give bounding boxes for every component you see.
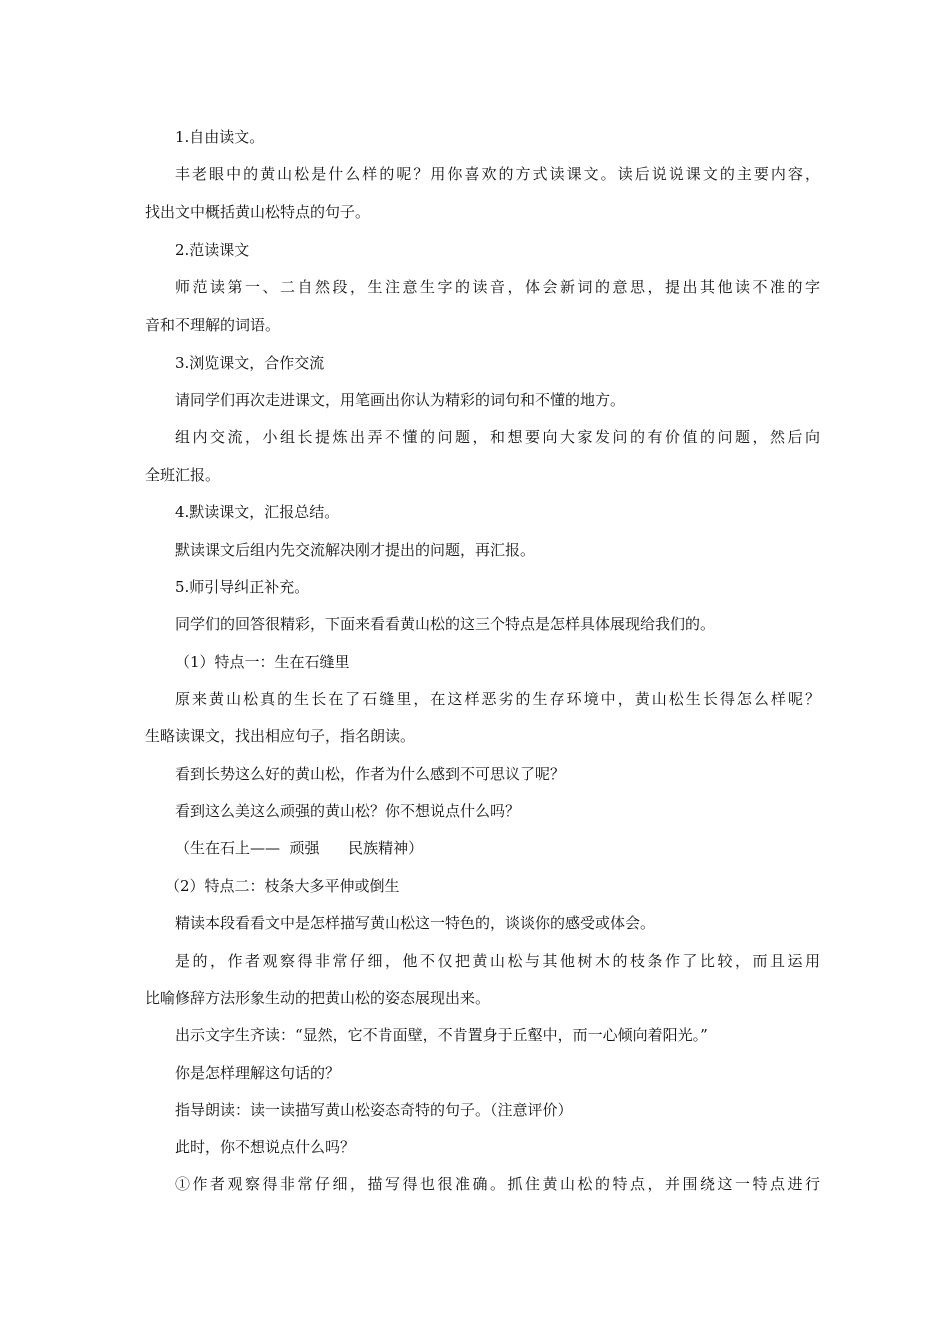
paragraph-line: 全班汇报。 xyxy=(145,466,221,484)
board-note: （生在石上—— 顽强 民族精神） xyxy=(175,839,424,857)
subheading-feature-two: （2）特点二：枝条大多平伸或倒生 xyxy=(165,877,400,895)
paragraph-line: 是的，作者观察得非常仔细，他不仅把黄山松与其他树木的枝条作了比较，而且运用 xyxy=(175,952,820,970)
heading-free-reading: 1.自由读文。 xyxy=(175,128,265,146)
heading-teacher-guide: 5.师引导纠正补充。 xyxy=(175,578,310,596)
paragraph-line: 指导朗读：读一读描写黄山松姿态奇特的句子。（注意评价） xyxy=(175,1101,573,1119)
paragraph-line: 看到这么美这么顽强的黄山松？你不想说点什么吗？ xyxy=(175,802,521,820)
paragraph-line: 看到长势这么好的黄山松，作者为什么感到不可思议了呢？ xyxy=(175,765,566,783)
paragraph-line: 精读本段看看文中是怎样描写黄山松这一特色的，谈谈你的感受或体会。 xyxy=(175,914,656,932)
paragraph-line: 比喻修辞方法形象生动的把黄山松的姿态展现出来。 xyxy=(145,989,491,1007)
paragraph-line: 默读课文后组内先交流解决刚才提出的问题，再汇报。 xyxy=(175,541,536,559)
heading-model-reading: 2.范读课文 xyxy=(175,241,250,259)
paragraph-line: 请同学们再次走进课文，用笔画出你认为精彩的词句和不懂的地方。 xyxy=(175,391,626,409)
paragraph-line: 组内交流，小组长提炼出弄不懂的问题，和想要向大家发问的有价值的问题，然后向 xyxy=(175,428,820,446)
paragraph-line: 同学们的回答很精彩，下面来看看黄山松的这三个特点是怎样具体展现给我们的。 xyxy=(175,615,716,633)
paragraph-line: 出示文字生齐读：“显然，它不肯面壁，不肯置身于丘壑中，而一心倾向着阳光。” xyxy=(175,1026,708,1044)
heading-silent-reading: 4.默读课文，汇报总结。 xyxy=(175,503,340,521)
subheading-feature-one: （1）特点一：生在石缝里 xyxy=(175,653,350,671)
paragraph-line: 音和不理解的词语。 xyxy=(145,316,281,334)
paragraph-line: 丰老眼中的黄山松是什么样的呢？用你喜欢的方式读课文。读后说说课文的主要内容， xyxy=(175,165,820,183)
paragraph-line: 找出文中概括黄山松特点的句子。 xyxy=(145,203,371,221)
heading-browse-text: 3.浏览课文，合作交流 xyxy=(175,354,325,372)
paragraph-line: ①作者观察得非常仔细，描写得也很准确。抓住黄山松的特点，并围绕这一特点进行 xyxy=(175,1175,820,1193)
paragraph-line: 师范读第一、二自然段，生注意生字的读音，体会新词的意思，提出其他读不准的字 xyxy=(175,278,820,296)
paragraph-line: 生略读课文，找出相应句子，指名朗读。 xyxy=(145,727,416,745)
paragraph-line: 原来黄山松真的生长在了石缝里，在这样恶劣的生存环境中，黄山松生长得怎么样呢？ xyxy=(175,690,820,708)
paragraph-line: 你是怎样理解这句话的？ xyxy=(175,1064,341,1082)
paragraph-line: 此时，你不想说点什么吗？ xyxy=(175,1138,356,1156)
